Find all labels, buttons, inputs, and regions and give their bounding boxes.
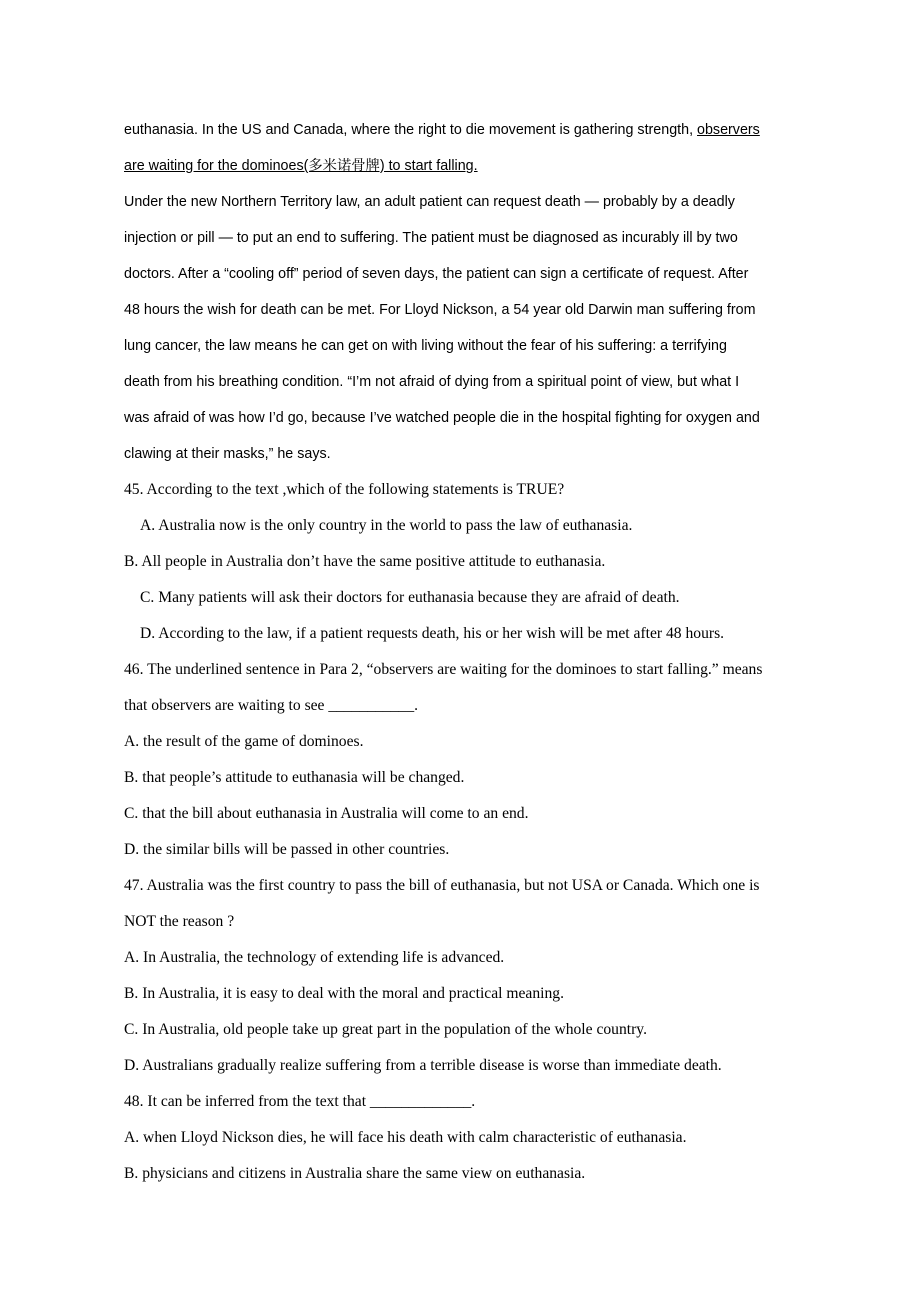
paragraph-line: Under the new Northern Territory law, an adult patient can request death — probably by a deadly	[124, 194, 735, 210]
question-47-option-b: B. In Australia, it is easy to deal with the moral and practical meaning.	[124, 985, 564, 1002]
question-47-stem: 47. Australia was the first country to pass the bill of euthanasia, but not USA or Canada. Which one is	[124, 877, 760, 894]
question-45-stem: 45. According to the text ,which of the following statements is TRUE?	[124, 481, 565, 498]
question-46-option-c: C. that the bill about euthanasia in Australia will come to an end.	[124, 805, 529, 822]
passage-line-1	[124, 112, 794, 148]
paragraph-line: clawing at their masks,” he says.	[124, 446, 331, 462]
passage-line-2	[124, 148, 794, 184]
paragraph-line: 48 hours the wish for death can be met. For Lloyd Nickson, a 54 year old Darwin man suffering from	[124, 302, 756, 318]
paragraph-line: lung cancer, the law means he can get on with living without the fear of his suffering: a terrifying	[124, 338, 727, 354]
document-page	[124, 112, 794, 1192]
question-47-option-c: C. In Australia, old people take up great part in the population of the whole country.	[124, 1021, 647, 1038]
underlined-sentence-part-1: observers	[697, 122, 760, 138]
underlined-sentence-part-2: are waiting for the dominoes(多米诺骨牌) to start falling.	[124, 158, 478, 174]
question-45-option-a: A. Australia now is the only country in the world to pass the law of euthanasia.	[140, 517, 633, 534]
paragraph-line: injection or pill — to put an end to suffering. The patient must be diagnosed as incurably ill by two	[124, 230, 738, 246]
paragraph-line: doctors. After a “cooling off” period of seven days, the patient can sign a certificate of request. After	[124, 266, 749, 282]
question-46-option-a: A. the result of the game of dominoes.	[124, 733, 364, 750]
question-48-option-b: B. physicians and citizens in Australia share the same view on euthanasia.	[124, 1165, 586, 1182]
question-48-option-a: A. when Lloyd Nickson dies, he will face his death with calm characteristic of euthanasia.	[124, 1129, 687, 1146]
question-46-stem-cont: that observers are waiting to see ___________.	[124, 697, 419, 714]
question-46-option-d: D. the similar bills will be passed in other countries.	[124, 841, 450, 858]
question-47-option-d: D. Australians gradually realize suffering from a terrible disease is worse than immediate death.	[124, 1057, 722, 1074]
question-45-option-b: B. All people in Australia don’t have the same positive attitude to euthanasia.	[124, 553, 606, 570]
question-48-stem: 48. It can be inferred from the text that _____________.	[124, 1093, 476, 1110]
question-45-option-c: C. Many patients will ask their doctors for euthanasia because they are afraid of death.	[140, 589, 680, 606]
question-47-stem-cont: NOT the reason ?	[124, 913, 235, 930]
paragraph-line: death from his breathing condition. “I’m not afraid of dying from a spiritual point of view, but what I	[124, 374, 740, 390]
question-46-stem: 46. The underlined sentence in Para 2, “observers are waiting for the dominoes to start falling.” means	[124, 661, 763, 678]
passage-text: euthanasia. In the US and Canada, where the right to die movement is gathering strength,	[124, 122, 698, 138]
paragraph-line: was afraid of was how I’d go, because I’ve watched people die in the hospital fighting for oxygen and	[124, 410, 760, 426]
question-47-option-a: A. In Australia, the technology of extending life is advanced.	[124, 949, 505, 966]
question-45-option-d: D. According to the law, if a patient requests death, his or her wish will be met after 48 hours.	[140, 625, 725, 642]
question-46-option-b: B. that people’s attitude to euthanasia will be changed.	[124, 769, 465, 786]
